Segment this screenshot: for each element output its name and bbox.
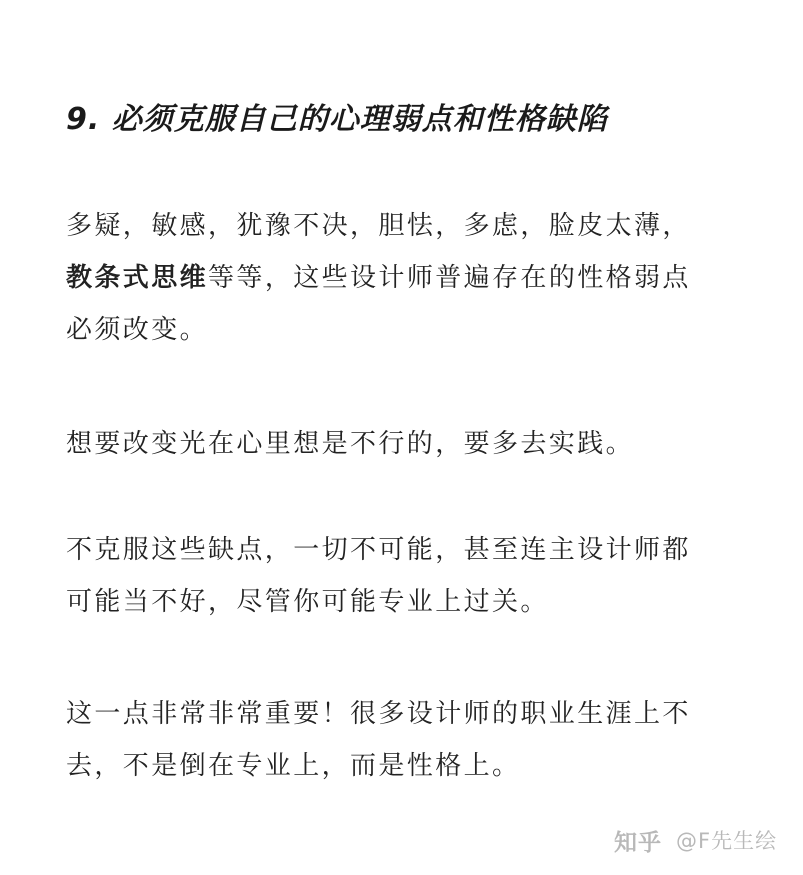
paragraph-4-line-2: 去，不是倒在专业上，而是性格上。 [66, 751, 521, 781]
article-title: 9. 必须克服自己的心理弱点和性格缺陷 [66, 102, 608, 137]
paragraph-1 [66, 200, 691, 356]
paragraph-2-line-1: 想要改变光在心里想是不行的，要多去实践。 [66, 429, 635, 459]
paragraph-3-line-2: 可能当不好，尽管你可能专业上过关。 [66, 587, 549, 617]
paragraph-4 [66, 688, 691, 792]
paragraph-1-line-2 [66, 252, 691, 304]
zhihu-watermark [614, 820, 777, 860]
paragraph-3-line-1: 不克服这些缺点，一切不可能，甚至连主设计师都 [66, 535, 691, 565]
paragraph-1-line-1: 多疑，敏感，犹豫不决，胆怯，多虑，脸皮太薄， [66, 211, 691, 241]
zhihu-logo: 知乎 [614, 829, 662, 856]
paragraph-1-line-3: 必须改变。 [66, 315, 209, 345]
paragraph-1-line-2-rest: 等等，这些设计师普遍存在的性格弱点 [208, 263, 691, 293]
paragraph-4-line-1: 这一点非常非常重要！很多设计师的职业生涯上不 [66, 699, 691, 729]
watermark-author: @F先生绘 [676, 829, 778, 853]
paragraph-3 [66, 524, 691, 628]
paragraph-1-bold-phrase: 教条式思维 [66, 263, 209, 293]
paragraph-2 [66, 418, 634, 470]
